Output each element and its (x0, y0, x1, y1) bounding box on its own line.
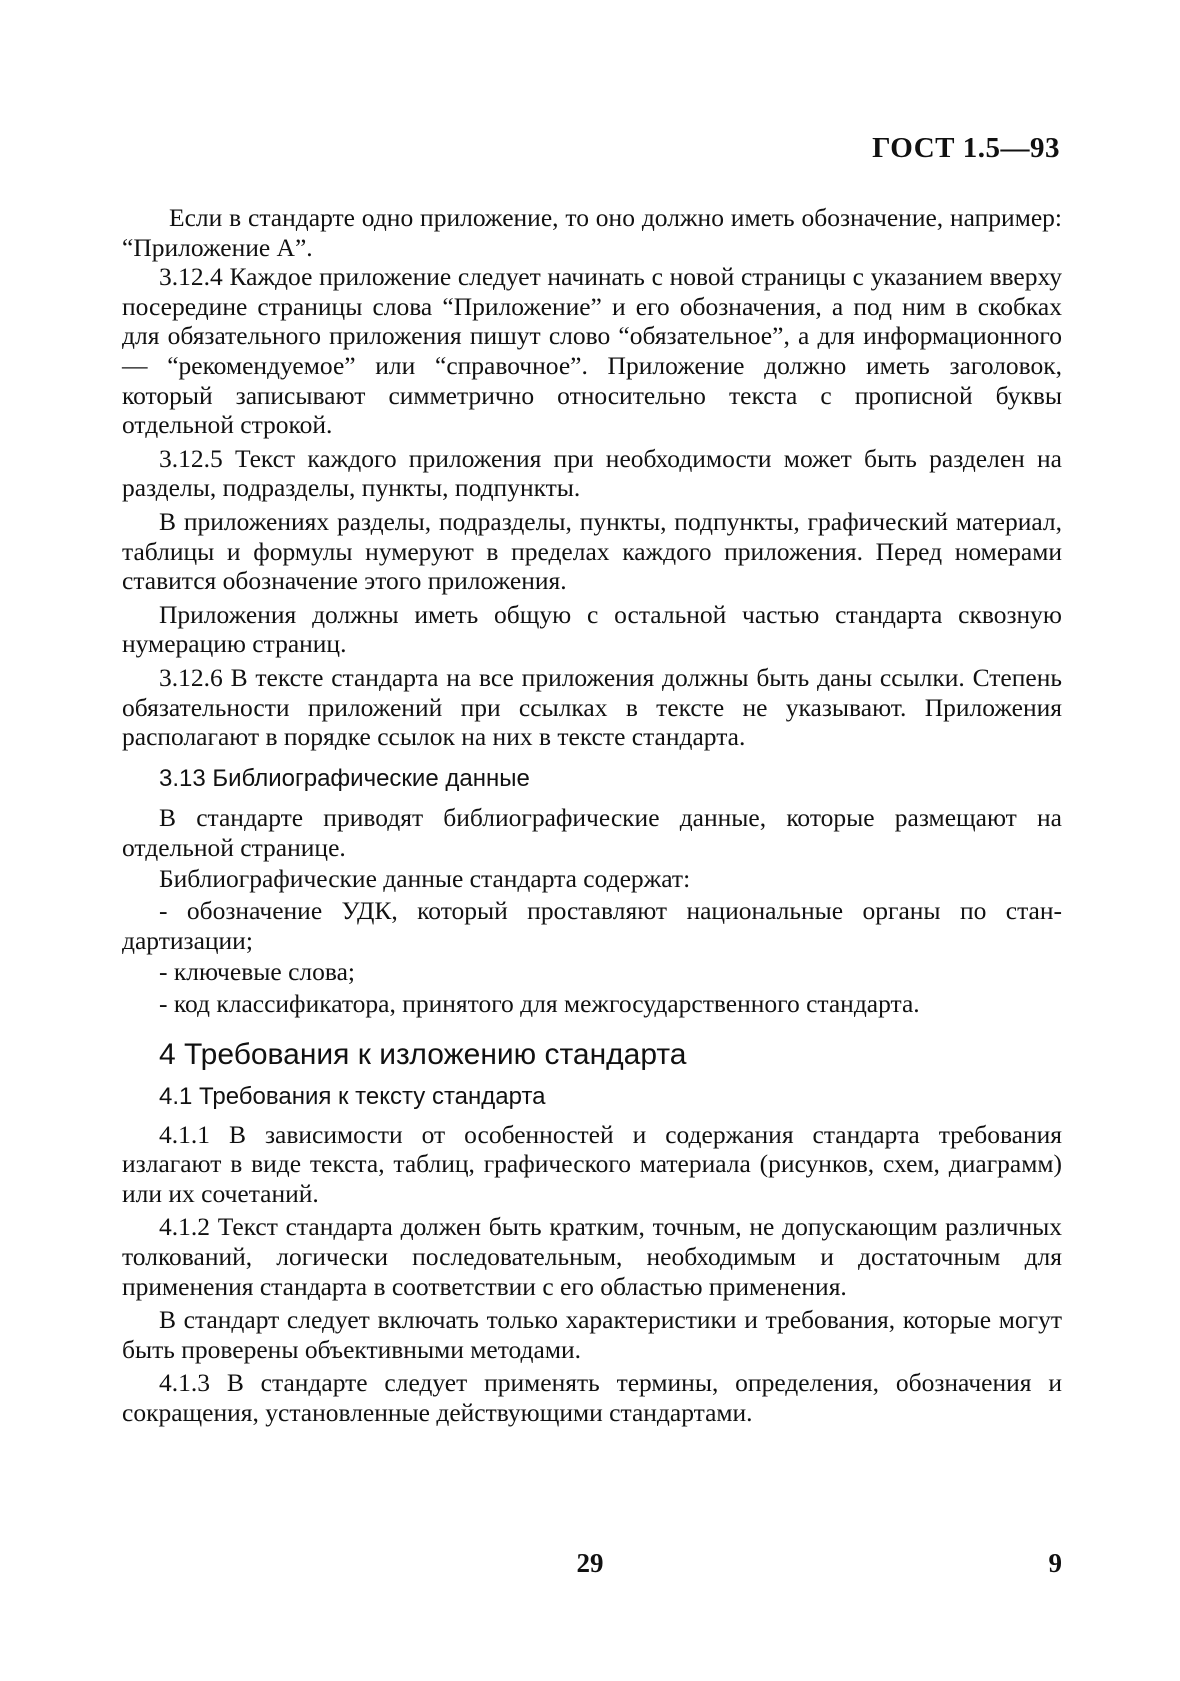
paragraph: Если в стандарте одно приложение, то оно должно иметь обозначение, например: “Приложение А”. (122, 203, 1062, 262)
page-number-right: 9 (1048, 1548, 1062, 1578)
paragraph: 3.12.5 Текст каждого приложения при необходимости может быть разделен на разделы, подразделы, пункты, подпункты. (122, 443, 1062, 503)
paragraph: 4.1.3 В стандарте следует применять термины, определения, обозначения и сокращения, установленные действующими стандартами. (122, 1368, 1062, 1427)
paragraph: 3.12.6 В тексте стандарта на все приложения должны быть даны ссылки. Степень обязательности приложений при ссылках в тексте не указывают. Приложения располагают в порядке ссылок на них в тексте стандарта. (122, 662, 1062, 752)
subsection-heading: 3.13 Библиографические данные (159, 764, 530, 792)
paragraph: В стандарте приводят библиографические данные, которые размещают на отдельной странице. (122, 803, 1062, 862)
document-body (122, 203, 1062, 1428)
paragraph: Библиографические данные стандарта содержат: (159, 864, 691, 894)
paragraph: 4.1.2 Текст стандарта должен быть кратким, точным, не допускающим различных толкований, логически последовательным, необходимым и достаточным для применения стандарта в соответствии с его областью применения. (122, 1212, 1062, 1301)
paragraph: В стандарт следует включать только характеристики и требования, которые могут быть проверены объективными методами. (122, 1305, 1062, 1364)
paragraph: 4.1.1 В зависимости от особенностей и содержания стандарта требования излагают в виде текста, таблиц, графического материала (рисунков, схем, диаграмм) или их сочетаний. (122, 1119, 1062, 1208)
paragraph: В приложениях разделы, подразделы, пункты, подпункты, графический материал, таблицы и формулы нумеруют в пределах каждого приложения. Перед номерами ставится обозначение этого приложения. (122, 506, 1062, 596)
subsection-heading: 4.1 Требования к тексту стандарта (159, 1083, 546, 1111)
paragraph: 3.12.4 Каждое приложение следует начинать с новой страницы с указанием вверху посередине страницы слова “Приложение” и его обозначения, а под ним в скобках для обязательного приложения пишут слово “обязательное”, а для информационного — “рекомендуемое” или “справочное”. Приложение должно иметь заголовок, который записывают симметрично относительно текста с прописной буквы отдельной строкой. (122, 262, 1062, 440)
section-heading: 4 Требования к изложению стандарта (159, 1038, 687, 1072)
list-item: - обозначение УДК, который проставляют национальные органы по стандартизации; (122, 896, 1062, 955)
list-item: - ключевые слова; (159, 957, 355, 987)
document-code-header: ГОСТ 1.5—93 (872, 132, 1060, 164)
list-item: - код классификатора, принятого для межгосударственного стандарта. (159, 988, 920, 1018)
paragraph: Приложения должны иметь общую с остальной частью стандарта сквозную нумерацию страниц. (122, 599, 1062, 659)
page-number-center: 29 (576, 1548, 604, 1578)
